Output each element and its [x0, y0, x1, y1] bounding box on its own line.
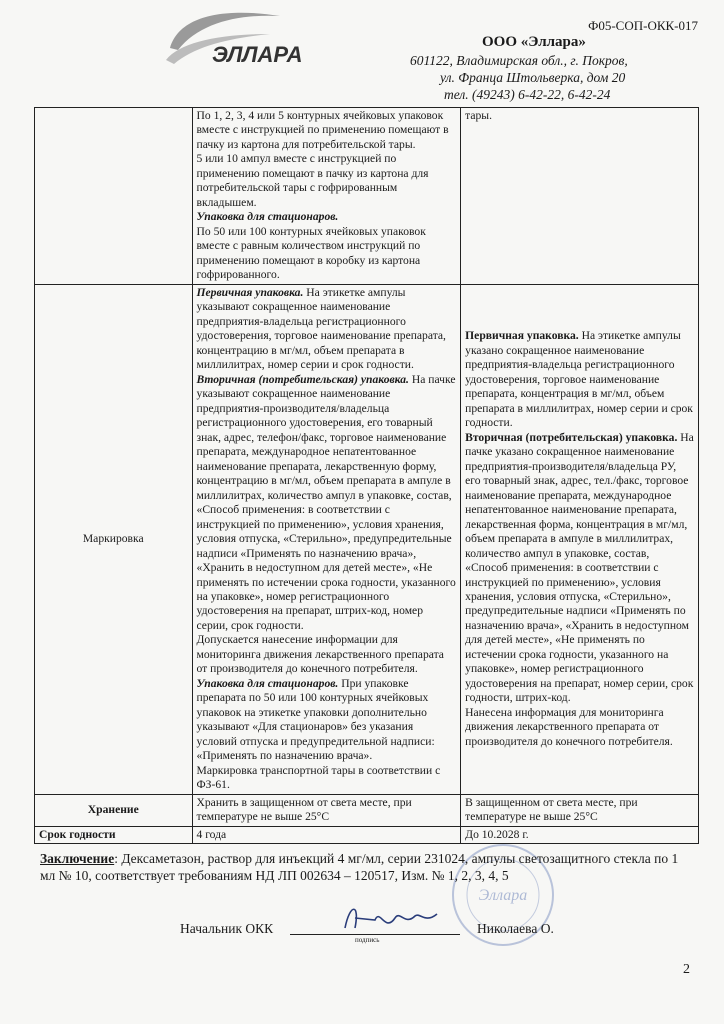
- marking-spec-text: На этикетке ампулы указывают сокращенное наименование предприятия-владельца регистрационного удостоверения, торговое наименование препарата, концентрацию в мг/мл, объем препарата в миллилитрах, номер серии и срок годности.: [196, 285, 446, 372]
- page-number: 2: [683, 962, 690, 977]
- storage-actual-text: В защищенном от света месте, при температуре не выше 25°С: [465, 795, 638, 824]
- marking-spec-cell: [192, 284, 461, 794]
- shelf-life-label-cell: [35, 826, 193, 843]
- storage-label-cell: [35, 794, 193, 826]
- company-name: ООО «Эллара»: [482, 34, 586, 50]
- company-logo: [160, 8, 340, 76]
- signature-caption: подпись: [355, 936, 380, 944]
- storage-spec-text: Хранить в защищенном от света месте, при температуре не выше 25°С: [196, 795, 412, 824]
- primary-pack-heading: Первичная упаковка.: [465, 329, 579, 343]
- marking-spec-text: Допускается нанесение информации для мониторинга движения лекарственного препарата от производителя до конечного потребителя.: [196, 633, 444, 676]
- shelf-life-actual-text: До 10.2028 г.: [465, 827, 529, 841]
- table-row-packaging: [35, 108, 699, 285]
- signatory-position: Начальник ОКК: [180, 921, 274, 936]
- packaging-hospital-heading: Упаковка для стационаров.: [196, 210, 339, 224]
- hospital-pack-heading: Упаковка для стационаров.: [196, 676, 339, 690]
- conclusion-label: Заключение: [40, 851, 115, 866]
- marking-label-cell: [35, 284, 193, 794]
- packaging-actual-cell: [461, 108, 699, 285]
- packaging-spec-text: По 1, 2, 3, 4 или 5 контурных ячейковых упаковок вместе с инструкцией по применению помещают в пачку из картона для потребительской тары.: [196, 109, 449, 151]
- storage-actual-cell: [461, 794, 699, 826]
- marking-actual-cell: [461, 284, 699, 794]
- marking-actual-text: На пачке указано сокращенное наименование предприятия-производителя/владельца РУ, его товарный знак, адрес, тел./факс, торговое наименование препарата, международное непатентованное наименование препарата, лекарственная форма, концентрация в мг/мл, объем препарата в ампуле в миллилитрах, количество ампул в упаковке, состав, «Способ применения: в соответствии с инструкцией по применению», условия хранения, условия отпуска, «Стерильно», предупредительные надписи «Применять по назначению врача», «Хранить в недоступном для детей месте», «Не применять по истечении срока годности, указанного на упаковке», номер регистрационного удостоверения на препарат, номер серии, срок годности, штрих-код.: [465, 430, 694, 705]
- packaging-spec-text: По 50 или 100 контурных ячейковых упаковок вместе с равным количеством инструкций по применению помещают в коробку из картона гофрированного.: [196, 224, 426, 282]
- company-phone: тел. (49243) 6-42-22, 6-42-24: [444, 87, 611, 102]
- marking-spec-text: При упаковке препарата по 50 или 100 контурных ячейковых упаковок на этикетке упаковки дополнительно указывают «Для стационаров» без указания условий отпуска и предупредительной надписи: «Применять по назначению врача».: [196, 676, 435, 763]
- packaging-actual-text: тары.: [465, 109, 492, 122]
- svg-text:Эллара: Эллара: [478, 887, 528, 904]
- shelf-life-spec-cell: [192, 826, 461, 843]
- shelf-life-spec-text: 4 года: [196, 827, 227, 841]
- storage-label: Хранение: [87, 803, 139, 816]
- handwritten-signature: [325, 898, 455, 943]
- storage-spec-cell: [192, 794, 461, 826]
- table-row-storage: [35, 794, 699, 826]
- secondary-pack-heading: Вторичная (потребительская) упаковка.: [465, 430, 678, 444]
- marking-spec-text: Маркировка транспортной тары в соответствии с ФЗ-61.: [196, 763, 441, 792]
- secondary-pack-heading: Вторичная (потребительская) упаковка.: [196, 372, 409, 386]
- primary-pack-heading: Первичная упаковка.: [196, 285, 304, 299]
- conclusion-block: [40, 851, 690, 885]
- specification-table: [34, 107, 699, 844]
- marking-spec-text: На пачке указывают сокращенное наименование предприятия-производителя/владельца регистрационного удостоверения, его товарный знак, адрес, телефон/факс, торговое наименование препарата, международное непатентованное наименование препарата, лекарственную форму, концентрацию в мг/мл, объем препарата в ампуле в миллилитрах, количество ампул в упаковке, состав, «Способ применения: в соответствии с инструкцией по применению», условия хранения, условия отпуска, «Стерильно», предупредительные надписи «Применять по назначению врача», «Хранить в недоступном для детей месте», «Не применять по истечении срока годности, указанного на упаковке», номер регистрационного удостоверения на препарат, штрих-код, номер серии, срок годности.: [196, 372, 456, 632]
- company-address-line2: ул. Франца Штольверка, дом 20: [440, 70, 626, 85]
- table-row-shelf-life: [35, 826, 699, 843]
- marking-actual-text: На этикетке ампулы указано сокращенное наименование предприятия-владельца регистрационного удостоверения, торговое наименование препарата, концентрация в мг/мл, объем препарата в миллилитрах, номер серии и срок годности.: [465, 329, 693, 430]
- table-row-marking: [35, 284, 699, 794]
- packaging-label-cell: [35, 108, 193, 285]
- signature-line: [290, 934, 460, 935]
- company-address-line1: 601122, Владимирская обл., г. Покров,: [410, 53, 628, 68]
- packaging-spec-cell: [192, 108, 461, 285]
- marking-label: Маркировка: [82, 532, 144, 546]
- shelf-life-label: Срок годности: [39, 827, 116, 841]
- marking-actual-text: Нанесена информация для мониторинга движения лекарственного препарата от производителя до конечного потребителя.: [465, 705, 673, 748]
- signatory-name: Николаева О.: [477, 921, 554, 936]
- packaging-spec-text: 5 или 10 ампул вместе с инструкцией по применению помещают в пачку из картона для потребительской тары с гофрированным вкладышем.: [196, 152, 429, 209]
- conclusion-text: : Дексаметазон, раствор для инъекций 4 мг/мл, серии 231024, ампулы светозащитного стекла по 1 мл № 10, соответствует требованиям НД ЛП 002634 – 120517, Изм. № 1, 2, 3, 4, 5: [40, 851, 679, 883]
- svg-text:ЭЛЛАРА: ЭЛЛАРА: [212, 42, 303, 67]
- form-code: Ф05-СОП-ОКК-017: [588, 18, 698, 33]
